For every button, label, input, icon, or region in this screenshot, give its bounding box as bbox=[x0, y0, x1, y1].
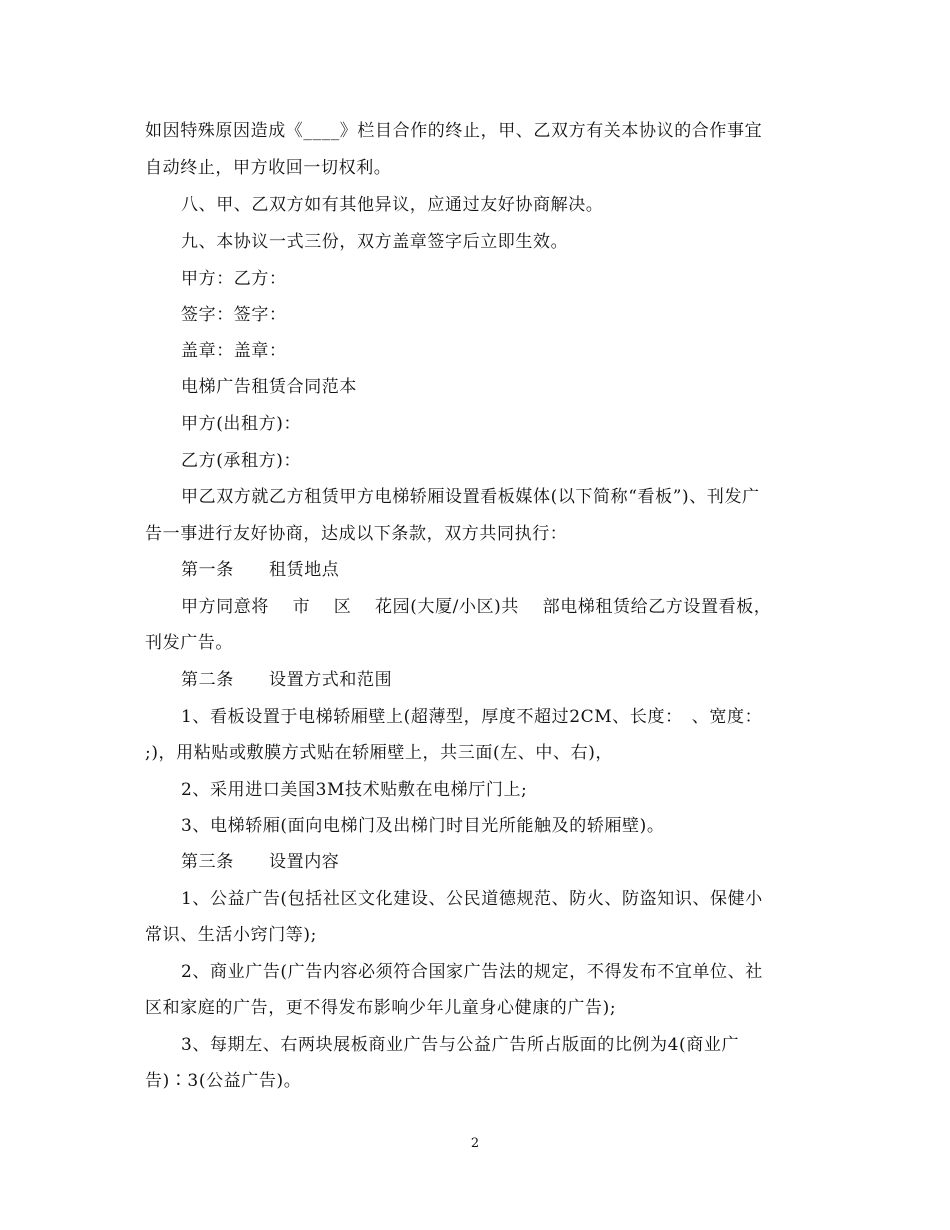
paragraph-line: 2、采用进口美国3M技术贴敷在电梯厅门上; bbox=[181, 780, 528, 800]
party-a: 甲方(出租方)： bbox=[181, 414, 302, 434]
signature-sign: 签字：签字： bbox=[181, 305, 287, 325]
paragraph-line: 甲方同意将 市 区 花园(大厦/小区)共 部电梯租赁给乙方设置看板， bbox=[181, 597, 772, 617]
paragraph-line: 告)∶3(公益广告)。 bbox=[145, 1071, 302, 1091]
paragraph-line: 自动终止，甲方收回一切权利。 bbox=[145, 158, 392, 178]
paragraph-line: ;)，用粘贴或敷膜方式贴在轿厢壁上，共三面(左、中、右)， bbox=[145, 743, 614, 763]
paragraph-line: 常识、生活小窍门等); bbox=[145, 925, 317, 945]
paragraph-line: 甲乙双方就乙方租赁甲方电梯轿厢设置看板媒体(以下简称“看板”)、刊发广 bbox=[181, 487, 760, 507]
paragraph-line: 如因特殊原因造成《____》栏目合作的终止，甲、乙双方有关本协议的合作事宜 bbox=[145, 121, 763, 141]
page-number: 2 bbox=[470, 1136, 480, 1151]
article-heading: 第三条 设置内容 bbox=[181, 852, 340, 872]
signature-seal: 盖章：盖章： bbox=[181, 341, 287, 361]
paragraph-line: 1、看板设置于电梯轿厢壁上(超薄型，厚度不超过2CM、长度： 、宽度： bbox=[181, 707, 763, 727]
paragraph-line: 3、电梯轿厢(面向电梯门及出梯门时目光所能触及的轿厢壁)。 bbox=[181, 816, 665, 836]
contract-title: 电梯广告租赁合同范本 bbox=[181, 377, 357, 397]
clause-eight: 八、甲、乙双方如有其他异议，应通过友好协商解决。 bbox=[181, 195, 604, 215]
signature-parties: 甲方：乙方： bbox=[181, 269, 287, 289]
paragraph-line: 区和家庭的广告，更不得发布影响少年儿童身心健康的广告); bbox=[145, 998, 617, 1018]
paragraph-line: 告一事进行友好协商，达成以下条款，双方共同执行： bbox=[145, 524, 568, 544]
paragraph-line: 刊发广告。 bbox=[145, 633, 233, 653]
article-heading: 第一条 租赁地点 bbox=[181, 560, 340, 580]
paragraph-line: 2、商业广告(广告内容必须符合国家广告法的规定，不得发布不宜单位、社 bbox=[181, 962, 763, 982]
paragraph-line: 1、公益广告(包括社区文化建设、公民道德规范、防火、防盗知识、保健小 bbox=[181, 889, 763, 909]
party-b: 乙方(承租方)： bbox=[181, 451, 302, 471]
article-heading: 第二条 设置方式和范围 bbox=[181, 670, 393, 690]
paragraph-line: 3、每期左、右两块展板商业广告与公益广告所占版面的比例为4(商业广 bbox=[181, 1035, 740, 1055]
clause-nine: 九、本协议一式三份，双方盖章签字后立即生效。 bbox=[181, 232, 569, 252]
